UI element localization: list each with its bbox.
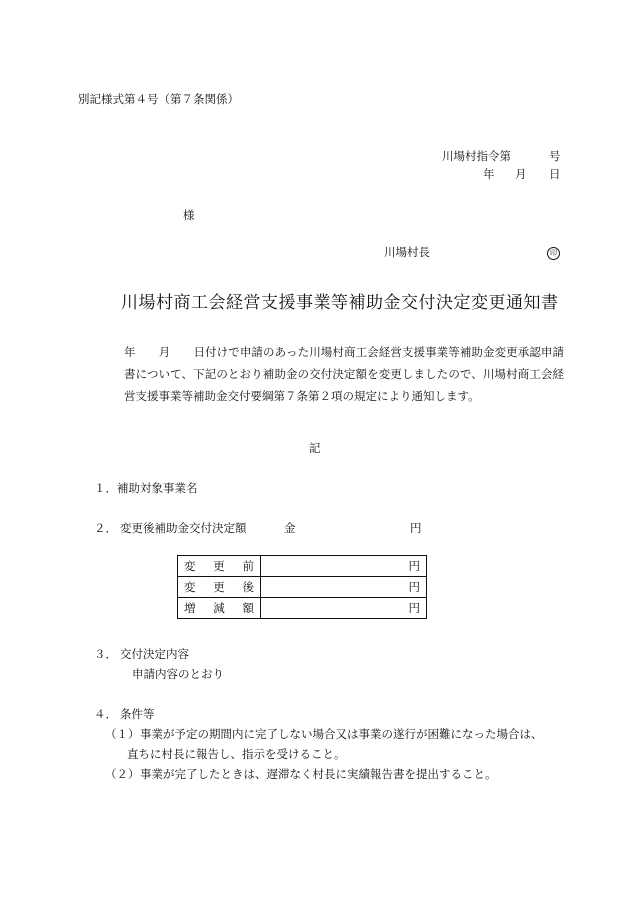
condition1-line2: 直ちに村長に報告し、指示を受けること。 xyxy=(127,747,346,761)
item3-label: 交付決定内容 xyxy=(120,647,189,661)
item1-number: １． xyxy=(94,481,117,495)
document-title: 川場村商工会経営支援事業等補助金交付決定変更通知書 xyxy=(121,293,559,313)
date-day: 日 xyxy=(549,167,561,181)
form-label: 別記様式第４号（第７条関係） xyxy=(78,92,239,106)
item2-kin: 金 xyxy=(284,521,296,535)
row-value-diff: 円 xyxy=(261,598,427,619)
table-row xyxy=(178,577,427,598)
item4-number: ４． xyxy=(94,707,117,721)
item3-number: ３． xyxy=(94,647,117,661)
row-label-after: 変 更 後 xyxy=(178,577,261,598)
ki-heading: 記 xyxy=(309,441,321,455)
item2-label: 変更後補助金交付決定額 xyxy=(120,521,247,535)
addressee-suffix: 様 xyxy=(183,208,195,222)
sender-seal-mark xyxy=(547,244,560,260)
doc-number-suffix: 号 xyxy=(549,149,561,163)
doc-number-prefix: 川場村指令第 xyxy=(442,149,511,163)
condition2-number: （２） xyxy=(105,767,140,781)
item2-number: ２． xyxy=(94,521,117,535)
condition1-number: （１） xyxy=(105,727,140,741)
row-label-before: 変 更 前 xyxy=(178,556,261,577)
item3-content: 申請内容のとおり xyxy=(132,667,224,681)
condition2-line1: 事業が完了したときは、遅滞なく村長に実績報告書を提出すること。 xyxy=(140,767,497,781)
seal-icon: 印 xyxy=(547,247,560,260)
row-value-after: 円 xyxy=(261,577,427,598)
item4-label: 条件等 xyxy=(120,707,155,721)
body-paragraph: 年 月 日付けで申請のあった川場村商工会経営支援事業等補助金変更承認申請書について、下記のとおり補助金の交付決定額を変更しましたので、川場村商工会経営支援事業等補助金交付要綱第７条第２項の規定により通知します。 xyxy=(124,345,564,403)
amount-table xyxy=(177,555,427,619)
table-row xyxy=(178,556,427,577)
date-year: 年 xyxy=(483,167,495,181)
row-value-before: 円 xyxy=(261,556,427,577)
date-month: 月 xyxy=(515,167,527,181)
condition1-line1: 事業が予定の期間内に完了しない場合又は事業の遂行が困難になった場合は、 xyxy=(140,727,543,741)
sender-name: 川場村長 xyxy=(384,245,430,259)
row-label-diff: 増 減 額 xyxy=(178,598,261,619)
item1-label: 補助対象事業名 xyxy=(117,481,198,495)
table-row xyxy=(178,598,427,619)
item2-yen: 円 xyxy=(410,521,422,535)
